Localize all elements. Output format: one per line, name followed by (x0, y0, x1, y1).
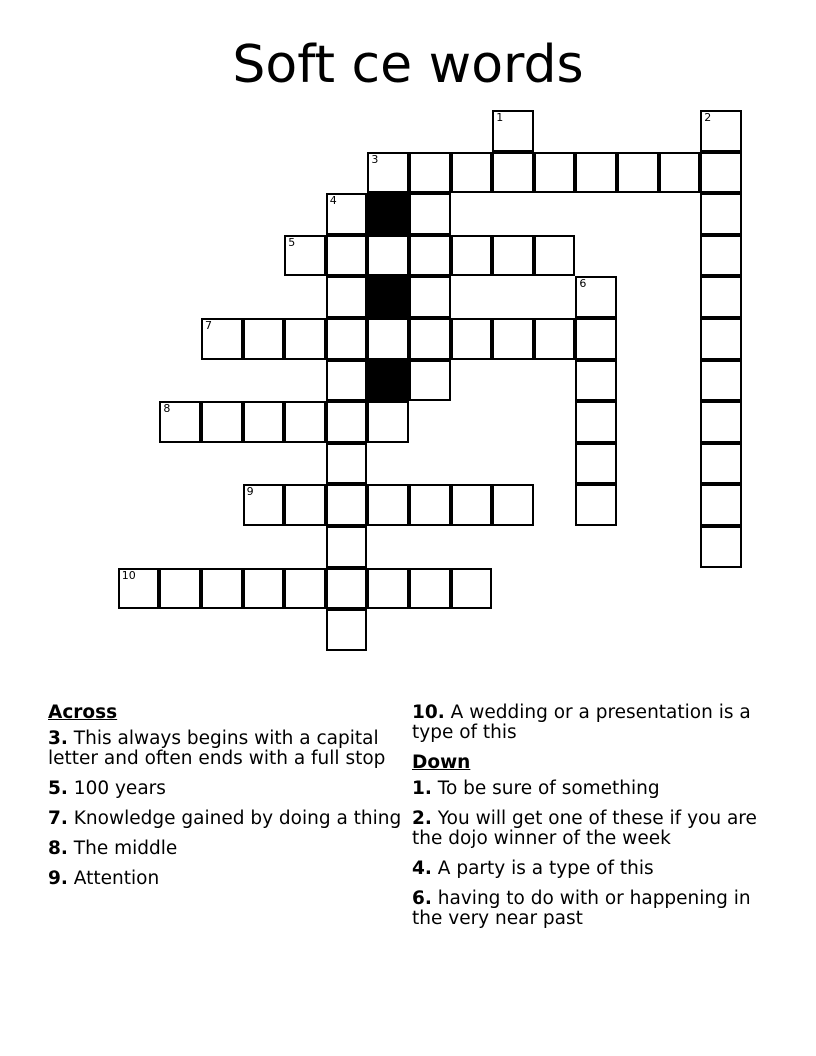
cell-number: 5 (288, 235, 296, 249)
grid-cell[interactable] (367, 568, 409, 610)
clue-text: To be sure of something (437, 778, 660, 799)
puzzle-title: Soft ce words (232, 35, 584, 95)
clue-down-6: 6. having to do with or happening in the very near past (412, 888, 751, 929)
grid-cell[interactable] (700, 401, 742, 443)
grid-cell[interactable] (159, 568, 201, 610)
cell-number: 4 (329, 194, 337, 208)
grid-cell[interactable] (367, 484, 409, 526)
grid-cell-black (367, 276, 409, 318)
grid-cell[interactable] (451, 484, 493, 526)
grid-cell[interactable] (409, 152, 451, 194)
grid-cell[interactable] (326, 484, 368, 526)
clue-down-1: 1. To be sure of something (412, 778, 660, 799)
clue-number: 10 (412, 702, 438, 723)
grid-cell[interactable] (326, 360, 368, 402)
grid-cell[interactable] (243, 318, 285, 360)
cell-number: 2 (704, 111, 712, 124)
grid-cell[interactable] (326, 526, 368, 568)
grid-cell[interactable] (284, 318, 326, 360)
clue-text: 100 years (73, 778, 166, 799)
grid-cell[interactable] (700, 152, 742, 194)
grid-cell[interactable] (243, 401, 285, 443)
grid-cell[interactable] (326, 318, 368, 360)
grid-cell[interactable] (201, 401, 243, 443)
cell-number: 3 (371, 152, 379, 166)
clues-right-column (412, 703, 782, 939)
grid-cell[interactable] (575, 152, 617, 194)
clue-number: 8 (48, 838, 61, 859)
clue-number: 5 (48, 778, 61, 799)
grid-cell[interactable] (367, 401, 409, 443)
grid-cell[interactable] (492, 235, 534, 277)
grid-cell-black (367, 193, 409, 235)
grid-cell-black (367, 360, 409, 402)
clue-number: 2 (412, 808, 425, 829)
grid-cell[interactable] (575, 318, 617, 360)
clue-text: having to do with or happening in the very near past (412, 888, 751, 929)
clue-down-4: 4. A party is a type of this (412, 858, 654, 879)
clue-text: A party is a type of this (437, 858, 654, 879)
grid-cell[interactable] (534, 152, 576, 194)
clue-text: A wedding or a presentation is a type of this (412, 702, 751, 743)
clue-text: This always begins with a capital letter and often ends with a full stop (48, 728, 386, 769)
grid-cell[interactable] (492, 484, 534, 526)
grid-cell[interactable] (534, 235, 576, 277)
grid-cell[interactable] (700, 193, 742, 235)
cell-number: 6 (579, 277, 587, 291)
down-heading: Down (412, 752, 471, 773)
grid-cell[interactable] (409, 318, 451, 360)
cell-number: 7 (205, 319, 212, 332)
grid-cell[interactable] (700, 276, 742, 318)
grid-cell[interactable] (284, 235, 326, 277)
clue-across-7: 7. Knowledge gained by doing a thing (48, 808, 402, 829)
grid-cell[interactable] (492, 110, 534, 152)
grid-cell[interactable] (700, 318, 742, 360)
grid-cell[interactable] (201, 568, 243, 610)
clue-number: 3 (48, 728, 61, 749)
grid-cell[interactable] (575, 443, 617, 485)
grid-cell[interactable] (367, 152, 409, 194)
clue-number: 4 (412, 858, 425, 879)
grid-cell[interactable] (659, 152, 701, 194)
clue-text: Knowledge gained by doing a thing (73, 808, 402, 829)
grid-cell[interactable] (575, 360, 617, 402)
grid-cell[interactable] (326, 609, 368, 651)
clue-text: The middle (73, 838, 178, 859)
clue-across-8: 8. The middle (48, 838, 178, 859)
cell-number: 10 (121, 568, 136, 582)
grid-cell[interactable] (159, 401, 201, 443)
grid-cell[interactable] (409, 568, 451, 610)
grid-cell[interactable] (575, 484, 617, 526)
grid-cell[interactable] (617, 152, 659, 194)
grid-cell[interactable] (700, 110, 742, 152)
grid-cell[interactable] (367, 235, 409, 277)
grid-cell[interactable] (700, 443, 742, 485)
grid-cell[interactable] (451, 152, 493, 194)
cell-number: 1 (496, 111, 504, 124)
grid-cell[interactable] (409, 235, 451, 277)
clue-across-9: 9. Attention (48, 868, 160, 889)
clue-down-2: 2. You will get one of these if you are the dojo winner of the week (412, 808, 757, 849)
grid-cell[interactable] (118, 568, 160, 610)
grid-cell[interactable] (700, 526, 742, 568)
clue-across-5: 5. 100 years (48, 778, 166, 799)
grid-cell[interactable] (326, 401, 368, 443)
grid-cell[interactable] (409, 360, 451, 402)
grid-cell[interactable] (326, 443, 368, 485)
grid-cell[interactable] (451, 568, 493, 610)
grid-cell[interactable] (409, 193, 451, 235)
grid-cell[interactable] (451, 235, 493, 277)
grid-cell[interactable] (534, 318, 576, 360)
clue-number: 7 (48, 808, 61, 829)
grid-cell[interactable] (326, 276, 368, 318)
clue-number: 1 (412, 778, 425, 799)
grid-cell[interactable] (700, 360, 742, 402)
cell-number: 8 (163, 402, 171, 416)
grid-cell[interactable] (409, 484, 451, 526)
cell-number: 9 (246, 485, 254, 499)
grid-cell[interactable] (700, 235, 742, 277)
clue-number: 6 (412, 888, 425, 909)
clues-left-column (48, 703, 403, 899)
clue-across-3: 3. This always begins with a capital letter and often ends with a full stop (48, 728, 386, 769)
grid-cell[interactable] (700, 484, 742, 526)
grid-cell[interactable] (201, 318, 243, 360)
grid-cell[interactable] (326, 235, 368, 277)
grid-cell[interactable] (284, 484, 326, 526)
grid-cell[interactable] (367, 318, 409, 360)
grid-cell[interactable] (575, 401, 617, 443)
grid-cell[interactable] (492, 152, 534, 194)
grid-cell[interactable] (284, 568, 326, 610)
grid-cell[interactable] (451, 318, 493, 360)
clue-number: 9 (48, 868, 61, 889)
grid-cell[interactable] (409, 276, 451, 318)
clue-across-10: 10. A wedding or a presentation is a type of this (412, 702, 751, 743)
grid-cell[interactable] (492, 318, 534, 360)
across-heading: Across (48, 702, 118, 723)
grid-cell[interactable] (575, 276, 617, 318)
grid-cell[interactable] (326, 568, 368, 610)
grid-cell[interactable] (284, 401, 326, 443)
grid-cell[interactable] (243, 568, 285, 610)
grid-cell[interactable] (243, 484, 285, 526)
grid-cell[interactable] (326, 193, 368, 235)
clue-text: You will get one of these if you are the dojo winner of the week (412, 808, 757, 849)
clue-text: Attention (73, 868, 160, 889)
